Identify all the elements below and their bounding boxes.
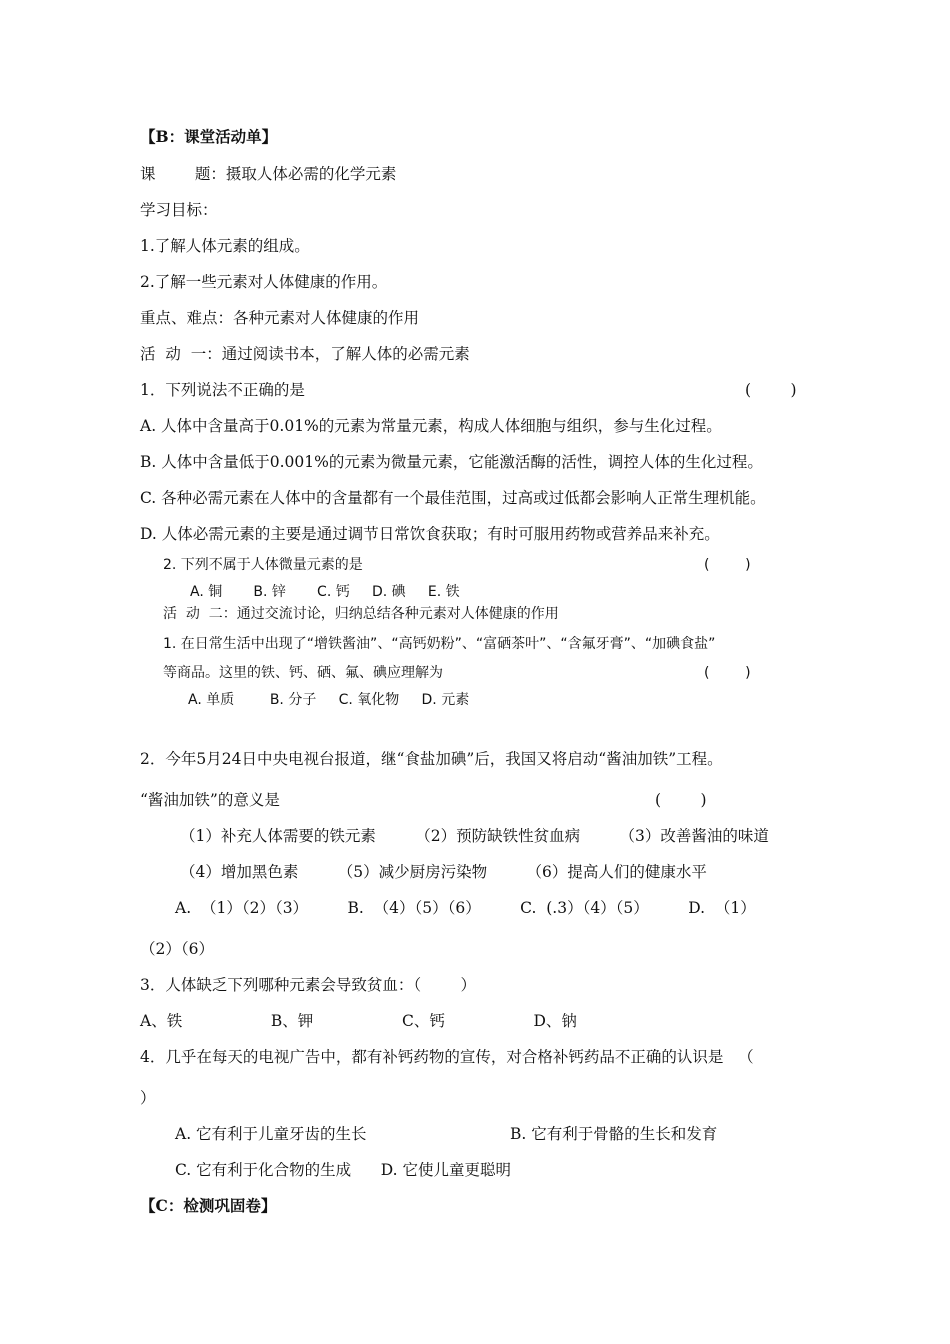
a1-q2-options: A. 铜 B. 锌 C. 钙 D. 碘 E. 铁 xyxy=(190,584,460,600)
a1-q2-stem: 2. 下列不属于人体微量元素的是 xyxy=(163,557,363,573)
a1-q1-option-c: C. 各种必需元素在人体中的含量都有一个最佳范围，过高或过低都会影响人正常生理机能。 xyxy=(140,489,766,507)
a2-q2-answers: A. （1）（2）（3） B. （4）（5）（6） C. (.3）（4）（5） D. （1） xyxy=(175,899,756,917)
activity-1-heading: 活 动 一：通过阅读书本，了解人体的必需元素 xyxy=(140,345,470,363)
a1-q1-option-a: A. 人体中含量高于0.01%的元素为常量元素，构成人体细胞与组织，参与生化过程。 xyxy=(140,417,722,435)
a2-q2-answers-cont: （2）（6） xyxy=(140,940,214,958)
a2-q1-line2: 等商品。这里的铁、钙、硒、氟、碘应理解为 xyxy=(163,665,443,681)
a2-q4-line1: 4．几乎在每天的电视广告中，都有补钙药物的宣传，对合格补钙药品不正确的认识是 （ xyxy=(140,1048,754,1066)
a2-q3-options: A、铁 B、钾 C、钙 D、钠 xyxy=(140,1012,577,1030)
objective-1: 1.了解人体元素的组成。 xyxy=(140,237,310,255)
activity-2-heading: 活 动 二：通过交流讨论，归纳总结各种元素对人体健康的作用 xyxy=(163,606,559,622)
a1-q2-answer-blank: ( ) xyxy=(704,557,751,573)
topic-line: 课 题：摄取人体必需的化学元素 xyxy=(140,165,397,183)
key-points: 重点、难点：各种元素对人体健康的作用 xyxy=(140,309,420,327)
a2-q2-line1: 2．今年5月24日中央电视台报道，继“食盐加碘”后，我国又将启动“酱油加铁”工程。 xyxy=(140,750,723,768)
a2-q2-items-row1: （1）补充人体需要的铁元素 （2）预防缺铁性贫血病 （3）改善酱油的味道 xyxy=(180,827,769,845)
a2-q3-stem: 3．人体缺乏下列哪种元素会导致贫血：（ ） xyxy=(140,976,477,994)
a1-q1-option-b: B. 人体中含量低于0.001%的元素为微量元素，它能激活酶的活性，调控人体的生化过程。 xyxy=(140,453,763,471)
a2-q4-option-a: A. 它有利于儿童牙齿的生长 xyxy=(175,1125,367,1143)
a2-q2-answer-blank: ( ) xyxy=(655,791,707,809)
a2-q2-line2: “酱油加铁”的意义是 xyxy=(140,791,280,809)
a2-q4-option-cd: C. 它有利于化合物的生成 D. 它使儿童更聪明 xyxy=(175,1161,511,1179)
objectives-label: 学习目标： xyxy=(140,201,218,219)
section-c-header: 【C：检测巩固卷】 xyxy=(140,1196,277,1215)
a2-q1-options: A. 单质 B. 分子 C. 氧化物 D. 元素 xyxy=(188,692,470,708)
objective-2: 2.了解一些元素对人体健康的作用。 xyxy=(140,273,388,291)
a2-q1-line1: 1. 在日常生活中出现了“增铁酱油”、“高钙奶粉”、“富硒茶叶”、“含氟牙膏”、“加碘食盐” xyxy=(163,636,716,652)
a1-q1-answer-blank: ( ) xyxy=(745,381,797,399)
a1-q1-stem: 1．下列说法不正确的是 xyxy=(140,381,305,399)
a2-q2-items-row2: （4）增加黑色素 （5）减少厨房污染物 （6）提高人们的健康水平 xyxy=(180,863,707,881)
a2-q4-option-b: B. 它有利于骨骼的生长和发育 xyxy=(510,1125,718,1143)
section-b-header: 【B：课堂活动单】 xyxy=(140,127,278,146)
a1-q1-option-d: D. 人体必需元素的主要是通过调节日常饮食获取；有时可服用药物或营养品来补充。 xyxy=(140,525,720,543)
a2-q4-line2: ） xyxy=(140,1089,156,1107)
a2-q1-answer-blank: ( ) xyxy=(704,665,751,681)
